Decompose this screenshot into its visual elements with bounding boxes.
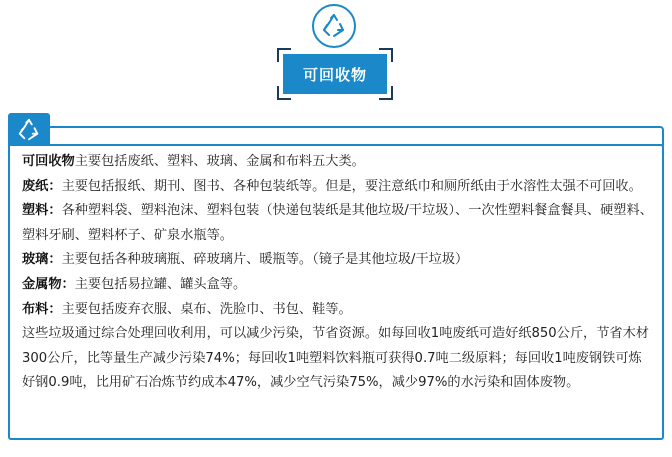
description: 主要包括易拉罐、罐头盒等。: [74, 276, 247, 292]
term: 塑料：: [22, 203, 62, 219]
content-text: [22, 150, 654, 396]
term: 玻璃：: [22, 252, 62, 268]
paragraph-cloth: [22, 298, 654, 323]
description: 主要包括废弃衣服、桌布、洗脸巾、书包、鞋等。: [61, 301, 352, 317]
paragraph-plastic: [22, 199, 654, 248]
recycle-tab-icon: [8, 113, 50, 147]
paragraph-paper: [22, 175, 654, 200]
paragraph-metal: [22, 273, 654, 298]
term: 可回收物: [22, 154, 75, 169]
description: 各种塑料袋、塑料泡沫、塑料包装（快递包装纸是其他垃圾/干垃圾）、一次性塑料餐盒餐具、硬塑料、塑料牙刷、塑料杯子、矿泉水瓶等。: [22, 203, 653, 243]
description: 主要包括废纸、塑料、玻璃、金属和布料五大类。: [74, 154, 365, 169]
description: 这些垃圾通过综合处理回收利用，可以减少污染，节省资源。如每回收1吨废纸可造好纸850公斤，节省木材300公斤，比等量生产减少污染74%；每回收1吨塑料饮料瓶可获得0.7吨二级原料；每回收1吨废钢铁可炼好钢0.9吨，比用矿石冶炼节约成本47%，减少空气污染75%，减少97%的水污染和固体废物。: [22, 326, 649, 391]
term: 金属物：: [22, 276, 75, 292]
content-box-top-border: [50, 126, 664, 146]
term: 废纸：: [22, 178, 62, 194]
paragraph-intro: [22, 150, 654, 175]
description: 主要包括报纸、期刊、图书、各种包装纸等。但是，要注意纸巾和厕所纸由于水溶性太强不可回收。: [61, 178, 642, 194]
section-title: 可回收物: [283, 54, 387, 94]
recycle-icon: [312, 4, 356, 48]
paragraph-glass: [22, 248, 654, 273]
description: 主要包括各种玻璃瓶、碎玻璃片、暖瓶等。（镜子是其他垃圾/干垃圾）: [61, 252, 469, 268]
title-frame: [277, 48, 393, 100]
content-box: [8, 144, 664, 440]
paragraph-benefits: [22, 322, 654, 396]
term: 布料：: [22, 301, 62, 317]
